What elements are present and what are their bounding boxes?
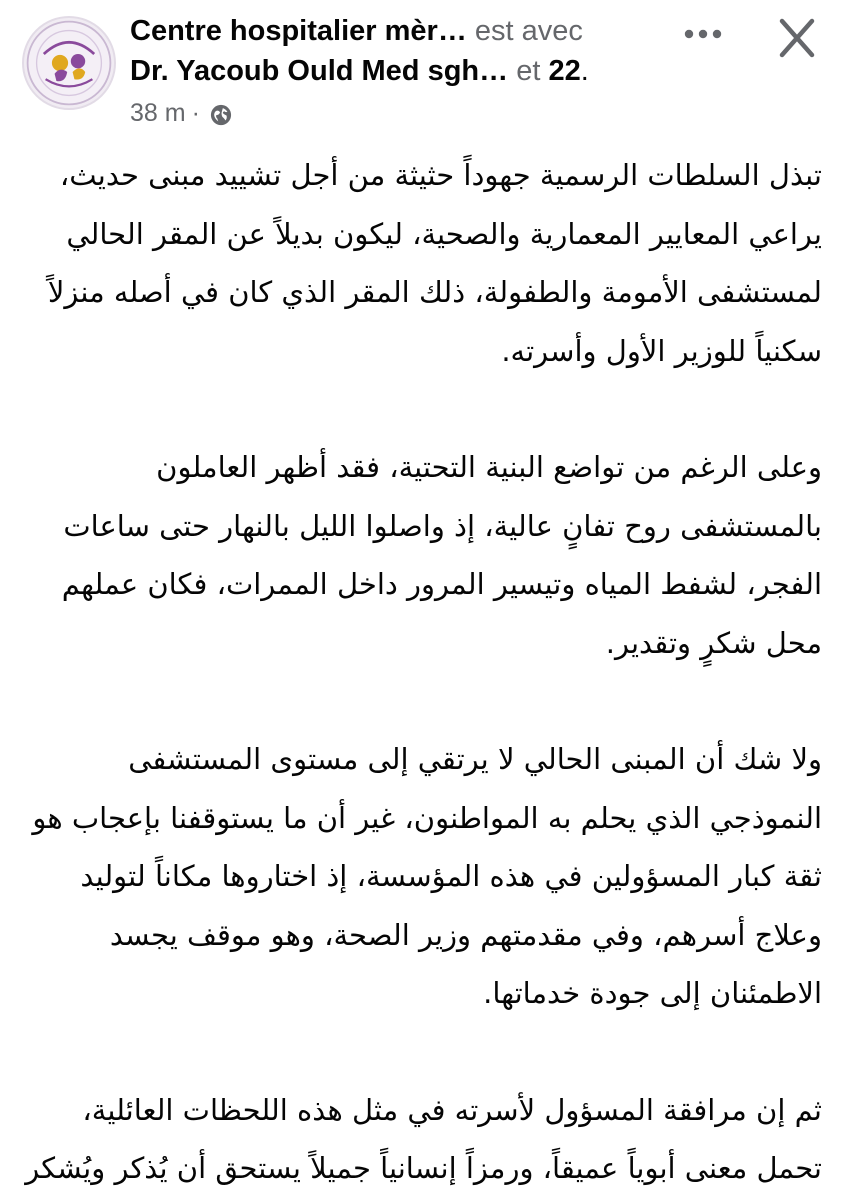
post-paragraph-4: ثم إن مرافقة المسؤول لأسرته في مثل هذه اللحظات العائلية، تحمل معنى أبوياً عميقاً، ورمزاً إنسانياً جميلاً يستحق أن يُذكر ويُشكر	[25, 1092, 822, 1185]
more-options-button[interactable]	[676, 16, 730, 52]
post-meta	[130, 97, 232, 129]
post-paragraph-2: وعلى الرغم من تواضع البنية التحتية، فقد أظهر العاملون بالمستشفى روح تفانٍ عالية، إذ واصلوا الليل بالنهار حتى ساعات الفجر، لشفط المياه وتيسير المرور داخل الممرات، فكان عملهم محل شكرٍ وتقدير.	[61, 450, 822, 660]
post-header	[0, 0, 843, 140]
close-icon	[766, 10, 828, 66]
others-count-link[interactable]: 22	[548, 55, 581, 87]
globe-icon	[210, 102, 232, 124]
tagged-person-link[interactable]: Dr. Yacoub Ould Med sgh…	[130, 55, 509, 87]
close-button[interactable]	[766, 10, 828, 66]
hospital-logo-icon	[24, 18, 114, 108]
post-timestamp[interactable]: 38 m	[130, 99, 186, 127]
post-paragraph-1: تبذل السلطات الرسمية جهوداً حثيثة من أجل تشييد مبنى حديث، يراعي المعايير المعمارية والصحية، ليكون بديلاً عن المقر الحالي لمستشفى الأمومة والطفولة، ذلك المقر الذي كان في أصله منزلاً سكنياً للوزير الأول وأسرته.	[47, 158, 822, 368]
post-paragraph-3: ولا شك أن المبنى الحالي لا يرتقي إلى مستوى المستشفى النموذجي الذي يحلم به المواطنون، غير أن ما يستوقفنا بإعجاب هو ثقة كبار المسؤولين في هذه المؤسسة، إذ اختاروها مكاناً لتوليد وعلاج أسرهم، وفي مقدمتهم وزير الصحة، وهو موقف يجسد الاطمئنان إلى جودة خدماتها.	[32, 742, 822, 1010]
with-text: est avec	[474, 15, 583, 47]
period-text: .	[580, 55, 589, 87]
post-body	[22, 146, 822, 1198]
post-title-line-2	[130, 53, 589, 89]
post-title-line-1	[130, 13, 583, 49]
avatar[interactable]	[22, 16, 116, 110]
and-text: et	[516, 55, 541, 87]
more-horizontal-icon	[676, 16, 730, 52]
page-name-link[interactable]: Centre hospitalier mèr…	[130, 15, 467, 47]
meta-separator: ·	[191, 99, 200, 127]
